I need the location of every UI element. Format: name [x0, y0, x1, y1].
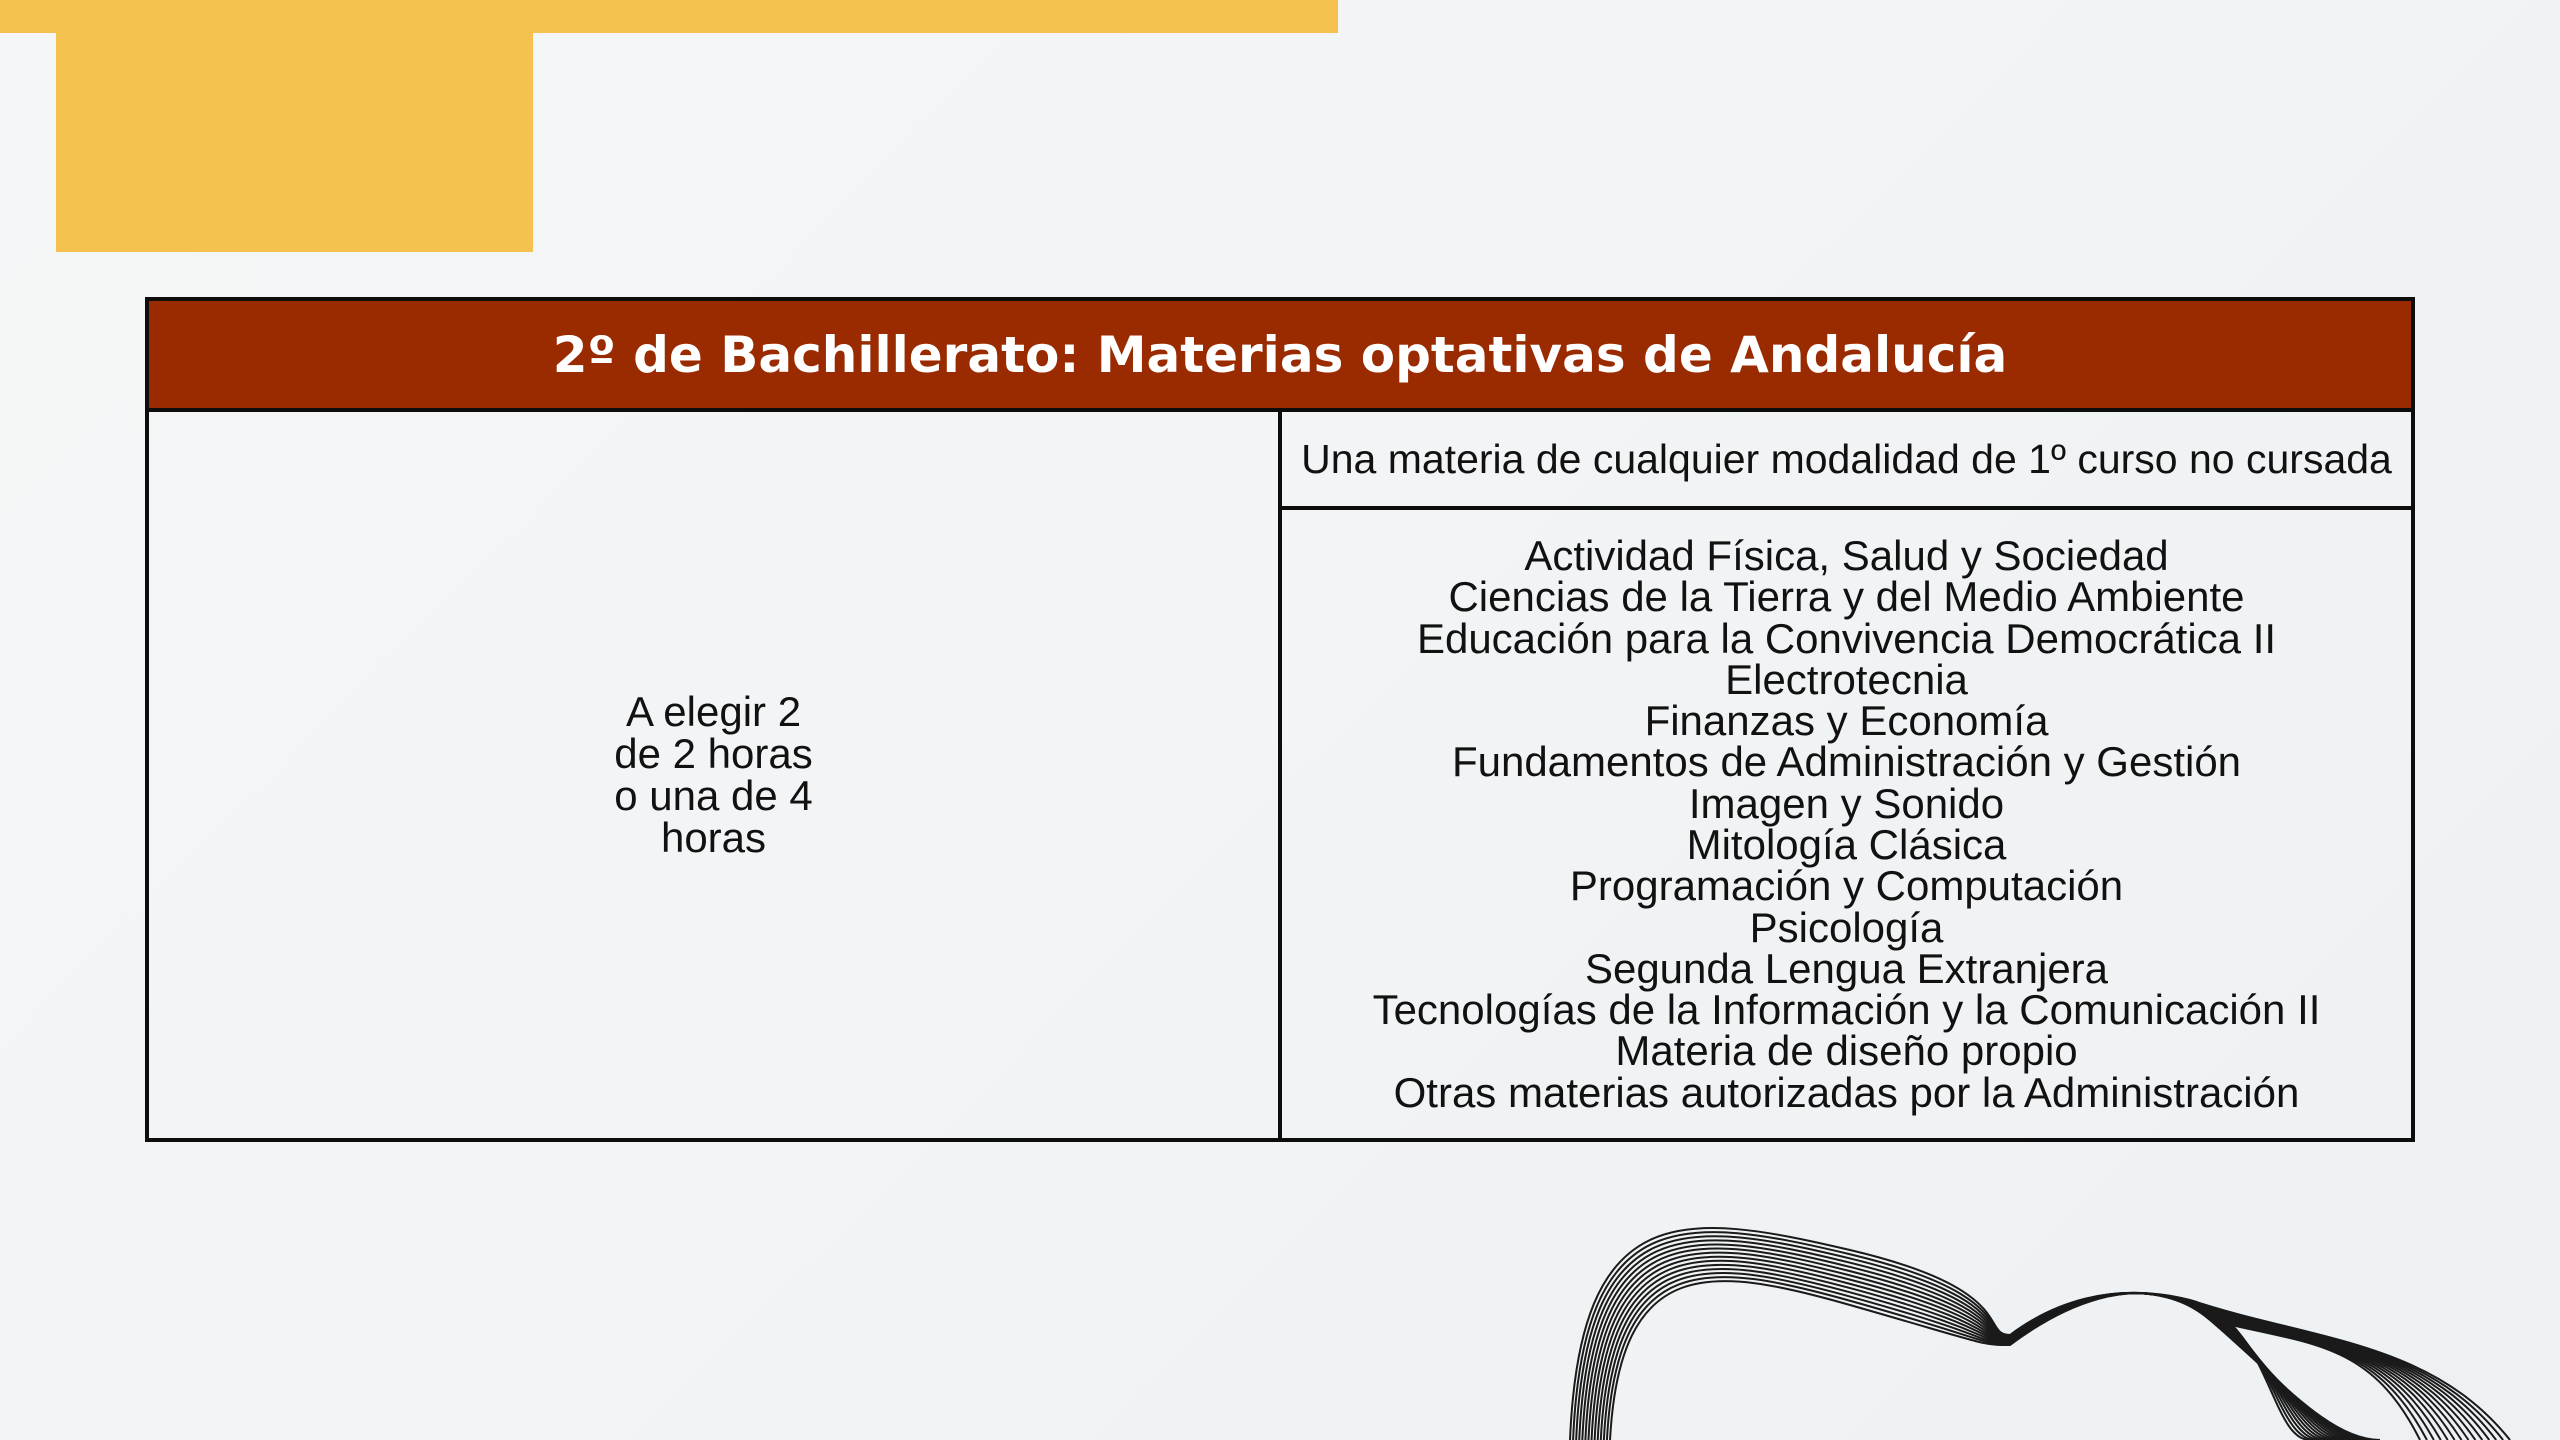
- subject-item: Psicología: [1749, 903, 1944, 951]
- table-header-row: [147, 299, 2413, 410]
- subject-item: Mitología Clásica: [1686, 821, 2007, 868]
- subject-item: Materia de diseño propio: [1615, 1027, 2078, 1075]
- subject-list-cell: [1280, 508, 2413, 1140]
- table-title: 2º de Bachillerato: Materias optativas de Andalucía: [147, 299, 2413, 410]
- subject-item: Educación para la Convivencia Democrática II: [1416, 614, 2277, 662]
- subject-item: Electrotecnia: [1725, 655, 1968, 703]
- decorative-wave-graphic: [1550, 1190, 2560, 1440]
- wave-line: [1579, 1240, 2489, 1440]
- wave-line: [1598, 1265, 2448, 1440]
- wave-line: [1595, 1261, 2455, 1440]
- subject-item: Actividad Física, Salud y Sociedad: [1524, 531, 2169, 579]
- subject-item: Otras materias autorizadas por la Administración: [1393, 1068, 2300, 1116]
- first-course-option: Una materia de cualquier modalidad de 1º curso no cursada: [1280, 410, 2413, 508]
- wave-line: [1573, 1232, 2503, 1440]
- table-row: [147, 410, 2413, 508]
- selection-rule-label: A elegir 2 de 2 horas o una de 4 horas: [614, 688, 813, 861]
- subject-item: Programación y Computación: [1569, 862, 2124, 910]
- subject-item: Ciencias de la Tierra y del Medio Ambiente: [1448, 573, 2245, 621]
- selection-rule-cell: [147, 410, 1280, 1140]
- wave-line: [1610, 1281, 2420, 1440]
- wave-line: [1576, 1236, 2496, 1440]
- subject-item: Segunda Lengua Extranjera: [1584, 944, 2109, 992]
- wave-line: [1570, 1228, 2510, 1440]
- optional-subjects-table: [145, 297, 2415, 1142]
- subject-item: Fundamentos de Administración y Gestión: [1451, 738, 2242, 786]
- decorative-yellow-block: [56, 0, 533, 252]
- subject-item: Imagen y Sonido: [1688, 779, 2005, 827]
- subject-item: Tecnologías de la Información y la Comunicación II: [1372, 986, 2321, 1034]
- subject-item: Finanzas y Economía: [1644, 697, 2049, 745]
